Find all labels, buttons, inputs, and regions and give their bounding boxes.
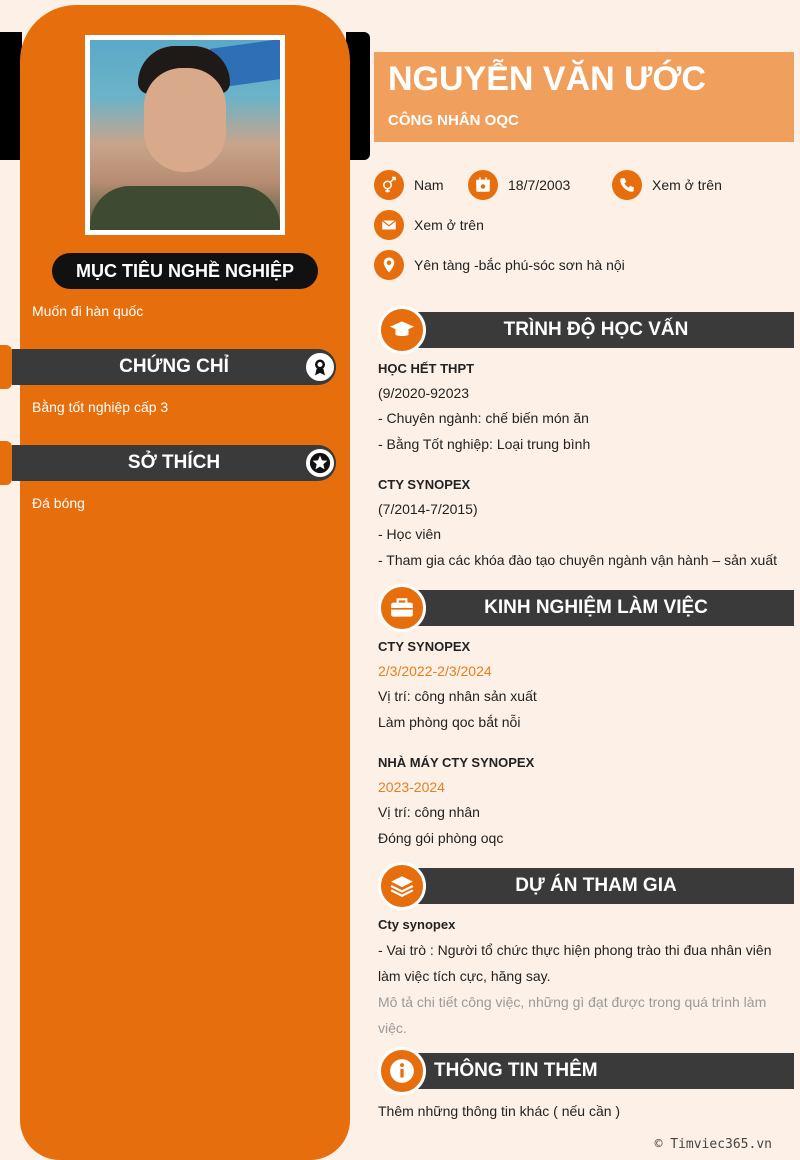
left-corner-decor [0, 32, 22, 160]
email-value: Xem ở trên [414, 217, 484, 233]
edu1-period: (9/2020-92023 [378, 385, 470, 401]
footer-credit: © Timviec365.vn [654, 1137, 772, 1152]
address-info [374, 250, 625, 280]
project-role: - Vai trò : Người tổ chức thực hiện phong trào thi đua nhân viên làm việc tích cực, hăng say. [378, 942, 772, 984]
phone-value: Xem ở trên [652, 177, 722, 193]
edu2-period: (7/2014-7/2015) [378, 501, 478, 517]
full-name: NGUYỄN VĂN ƯỚC [388, 60, 706, 98]
education-title: TRÌNH ĐỘ HỌC VẤN [398, 312, 794, 348]
briefcase-icon [378, 584, 426, 632]
more-text: Thêm những thông tin khác ( nếu cần ) [378, 1103, 621, 1119]
sidebar [20, 5, 350, 1160]
exp1-period: 2/3/2022-2/3/2024 [378, 663, 492, 679]
objective-title: MỤC TIÊU NGHỀ NGHIỆP [52, 253, 318, 289]
avatar [90, 40, 280, 230]
cert-header [0, 349, 336, 385]
exp2-company: NHÀ MÁY CTY SYNOPEX [378, 755, 535, 770]
gender-info [374, 170, 444, 200]
exp1-line2: Làm phòng qoc bắt nỗi [378, 714, 521, 730]
cert-title: CHỨNG CHỈ [12, 349, 336, 385]
project-hint: Mô tả chi tiết công việc, những gì đạt được trong quá trình làm việc. [378, 994, 767, 1036]
project-name: Cty synopex [378, 917, 456, 932]
edu1-line2: - Bằng Tốt nghiệp: Loại trung bình [378, 436, 591, 452]
layers-icon [378, 862, 426, 910]
exp1-line1: Vị trí: công nhân sản xuất [378, 688, 537, 704]
dob-info [468, 170, 570, 200]
education-header [378, 306, 794, 350]
location-icon [374, 250, 404, 280]
gender-icon [374, 170, 404, 200]
exp2-line1: Vị trí: công nhân [378, 804, 480, 820]
experience-header [378, 584, 794, 628]
projects-header [378, 862, 794, 906]
cert-text: Bằng tốt nghiệp cấp 3 [32, 399, 169, 415]
hobby-header [0, 445, 336, 481]
more-header [378, 1047, 794, 1091]
objective-text: Muốn đi hàn quốc [32, 303, 144, 319]
projects-title: DỰ ÁN THAM GIA [398, 868, 794, 904]
avatar-frame [85, 35, 285, 235]
calendar-icon [468, 170, 498, 200]
email-info [374, 210, 484, 240]
edu2-line1: - Học viên [378, 526, 442, 542]
exp2-period: 2023-2024 [378, 779, 445, 795]
exp1-company: CTY SYNOPEX [378, 639, 471, 654]
job-title: CÔNG NHÂN OQC [388, 112, 519, 129]
experience-title: KINH NGHIỆM LÀM VIỆC [398, 590, 794, 626]
gender-value: Nam [414, 177, 444, 193]
more-title: THÔNG TIN THÊM [398, 1053, 794, 1089]
dob-value: 18/7/2003 [508, 177, 571, 193]
exp2-line2: Đóng gói phòng oqc [378, 830, 504, 846]
phone-info [612, 170, 722, 200]
edu2-school: CTY SYNOPEX [378, 477, 471, 492]
phone-icon [612, 170, 642, 200]
address-value: Yên tàng -bắc phú-sóc sơn hà nội [414, 257, 625, 273]
edu1-line1: - Chuyên ngành: chế biến món ăn [378, 410, 589, 426]
graduation-cap-icon [378, 306, 426, 354]
medal-icon [304, 351, 336, 383]
edu2-line2: - Tham gia các khóa đào tạo chuyên ngành vận hành – sản xuất [378, 552, 778, 568]
info-icon [378, 1047, 426, 1095]
star-icon [304, 447, 336, 479]
hobby-text: Đá bóng [32, 495, 85, 511]
mail-icon [374, 210, 404, 240]
hobby-title: SỞ THÍCH [12, 445, 336, 481]
name-header [374, 52, 794, 142]
edu1-school: HỌC HẾT THPT [378, 361, 475, 376]
